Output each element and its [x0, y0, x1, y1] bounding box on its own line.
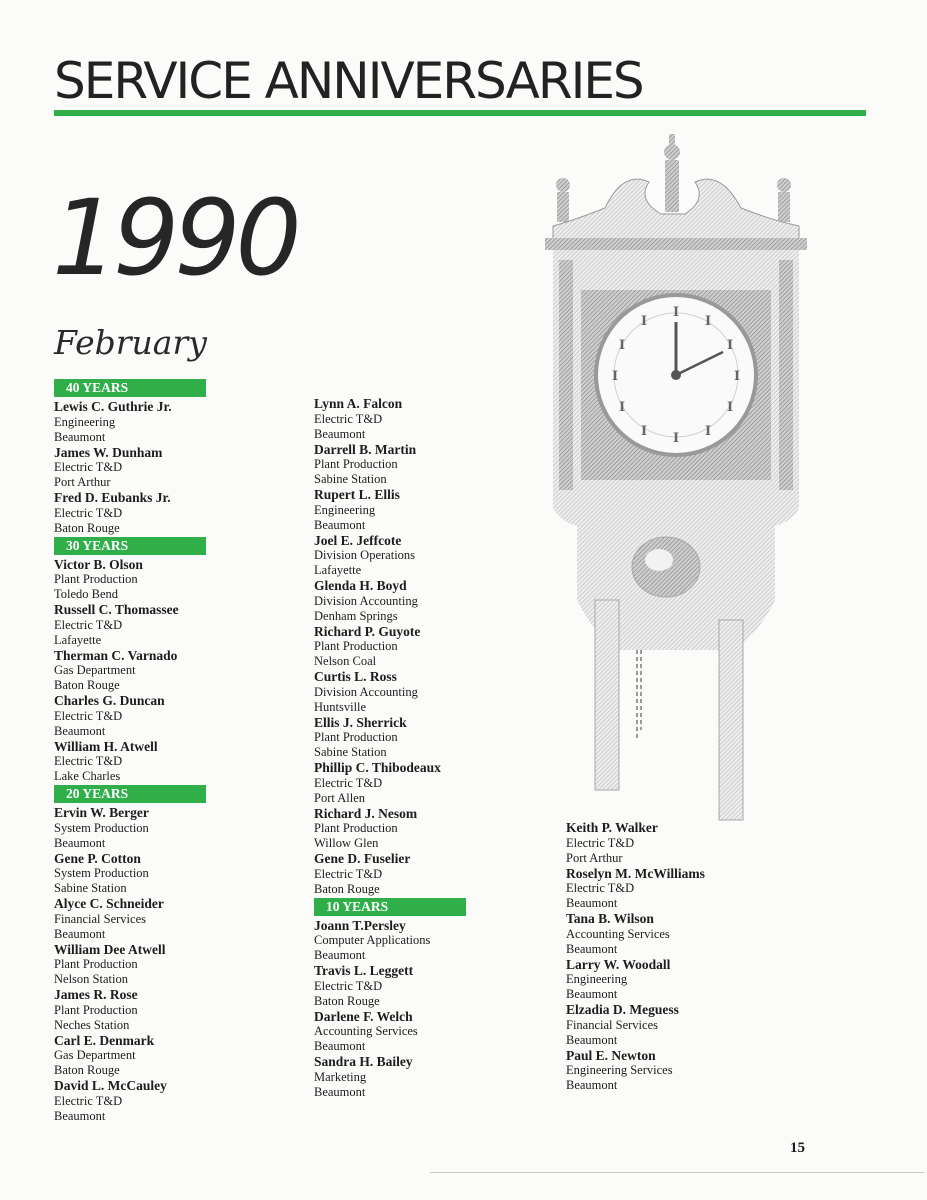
employee-location: Port Arthur — [54, 475, 111, 489]
employee-department: Electric T&D — [566, 835, 635, 850]
employee-department: Plant Production — [314, 821, 398, 835]
employee-location: Baton Rouge — [314, 881, 380, 896]
anniversary-entry — [54, 648, 294, 694]
svg-text:I: I — [726, 338, 734, 353]
svg-text:I: I — [672, 305, 680, 320]
employee-department: Gas Department — [54, 663, 136, 677]
employee-location: Beaumont — [566, 987, 618, 1001]
employee-name: Paul E. Newton — [566, 1047, 656, 1063]
employee-location: Beaumont — [54, 723, 106, 738]
anniversary-entry — [54, 557, 294, 603]
employee-department: Plant Production — [54, 572, 138, 586]
employee-location: Sabine Station — [54, 881, 127, 895]
employee-department: Plant Production — [314, 639, 398, 653]
employee-name: Gene P. Cotton — [54, 850, 141, 866]
headline-rule — [54, 110, 866, 116]
employee-department: Electric T&D — [314, 775, 383, 790]
employee-department: Electric T&D — [54, 617, 123, 632]
anniversary-entry — [54, 896, 294, 942]
band-20-years: 20 YEARS — [54, 785, 206, 803]
anniversary-entry — [54, 490, 294, 536]
employee-location: Baton Rouge — [314, 993, 380, 1008]
list-10-years-col2 — [314, 918, 554, 1100]
employee-name: Keith P. Walker — [566, 820, 658, 835]
employee-department: Engineering — [566, 972, 628, 986]
employee-location: Baton Rouge — [54, 1063, 120, 1077]
month-heading: February — [54, 323, 207, 362]
employee-department: Plant Production — [314, 457, 398, 471]
anniversary-entry — [314, 396, 554, 442]
employee-name: Gene D. Fuselier — [314, 851, 411, 866]
employee-name: Therman C. Varnado — [54, 647, 178, 663]
employee-location: Lake Charles — [54, 769, 121, 783]
employee-location: Nelson Station — [54, 972, 128, 986]
employee-location: Port Arthur — [566, 850, 623, 865]
employee-location: Denham Springs — [314, 608, 398, 623]
employee-department: Engineering — [54, 414, 116, 429]
employee-name: Charles G. Duncan — [54, 693, 165, 708]
employee-location: Sabine Station — [314, 745, 387, 759]
anniversary-entry — [314, 918, 554, 964]
anniversary-entry — [566, 1002, 806, 1048]
employee-name: Victor B. Olson — [54, 556, 143, 572]
employee-department: Electric T&D — [54, 460, 123, 474]
anniversary-entry — [314, 624, 554, 670]
svg-text:I: I — [726, 400, 734, 415]
anniversary-entry — [54, 987, 294, 1033]
employee-location: Beaumont — [54, 429, 106, 444]
employee-name: Rupert L. Ellis — [314, 487, 400, 502]
employee-location: Beaumont — [54, 926, 106, 941]
list-40-years — [54, 399, 294, 536]
anniversary-entry — [314, 715, 554, 761]
svg-text:I: I — [672, 431, 680, 446]
employee-department: Gas Department — [54, 1048, 136, 1062]
list-20-years-col2 — [314, 396, 554, 897]
employee-name: Larry W. Woodall — [566, 956, 671, 972]
employee-name: Phillip C. Thibodeaux — [314, 760, 441, 775]
employee-location: Sabine Station — [314, 472, 387, 486]
svg-text:I: I — [640, 424, 648, 439]
employee-department: Electric T&D — [314, 411, 383, 426]
employee-name: Joel E. Jeffcote — [314, 532, 402, 548]
anniversary-entry — [566, 911, 806, 957]
employee-department: Financial Services — [54, 911, 146, 926]
employee-department: Division Accounting — [314, 593, 418, 608]
employee-location: Baton Rouge — [54, 678, 120, 692]
employee-name: Richard J. Nesom — [314, 805, 418, 821]
employee-location: Beaumont — [314, 426, 366, 441]
column-2 — [314, 396, 554, 1100]
employee-department: Electric T&D — [566, 881, 635, 895]
employee-location: Port Allen — [314, 790, 366, 805]
employee-name: Curtis L. Ross — [314, 669, 397, 684]
employee-department: Division Accounting — [314, 684, 418, 699]
employee-location: Beaumont — [314, 517, 366, 532]
employee-name: Joann T.Persley — [314, 917, 406, 933]
anniversary-entry — [314, 533, 554, 579]
employee-name: William H. Atwell — [54, 738, 158, 754]
employee-location: Willow Glen — [314, 836, 379, 850]
employee-name: James R. Rose — [54, 987, 138, 1002]
list-20-years-col1 — [54, 805, 294, 1124]
employee-department: Electric T&D — [54, 505, 123, 520]
employee-location: Baton Rouge — [54, 520, 120, 535]
page-number: 15 — [790, 1140, 805, 1156]
employee-name: Darrell B. Martin — [314, 441, 417, 457]
employee-location: Beaumont — [54, 1108, 106, 1123]
svg-text:I: I — [611, 369, 619, 384]
employee-department: Engineering Services — [566, 1063, 673, 1077]
employee-name: Roselyn M. McWilliams — [566, 865, 705, 881]
employee-department: Engineering — [314, 502, 376, 517]
footer-rule — [430, 1172, 924, 1173]
anniversary-entry — [314, 851, 554, 897]
anniversary-entry — [314, 806, 554, 852]
employee-name: Ellis J. Sherrick — [314, 714, 407, 730]
employee-location: Beaumont — [566, 941, 618, 956]
anniversary-entry — [314, 963, 554, 1009]
svg-text:I: I — [704, 314, 712, 329]
employee-name: Lewis C. Guthrie Jr. — [54, 399, 172, 414]
anniversary-entry — [54, 1033, 294, 1079]
anniversary-entry — [314, 669, 554, 715]
employee-name: Fred D. Eubanks Jr. — [54, 490, 171, 505]
anniversary-entry — [54, 942, 294, 988]
anniversary-entry — [566, 1048, 806, 1094]
employee-location: Nelson Coal — [314, 654, 377, 668]
svg-text:I: I — [640, 314, 648, 329]
employee-location: Beaumont — [314, 1084, 366, 1099]
employee-location: Lafayette — [54, 632, 102, 647]
employee-location: Huntsville — [314, 699, 367, 714]
year-heading: 1990 — [52, 177, 297, 299]
employee-department: Marketing — [314, 1069, 367, 1084]
employee-name: Glenda H. Boyd — [314, 578, 407, 593]
employee-location: Toledo Bend — [54, 587, 119, 601]
anniversary-entry — [54, 739, 294, 785]
anniversary-entry — [314, 760, 554, 806]
employee-department: System Production — [54, 866, 149, 880]
band-30-years: 30 YEARS — [54, 537, 206, 555]
anniversary-entry — [566, 866, 806, 912]
employee-department: Division Operations — [314, 548, 416, 562]
svg-text:I: I — [618, 338, 626, 353]
anniversary-entry — [54, 693, 294, 739]
employee-location: Beaumont — [566, 1032, 618, 1047]
employee-location: Beaumont — [566, 896, 618, 910]
list-30-years — [54, 557, 294, 785]
employee-name: Darlene F. Welch — [314, 1008, 413, 1024]
employee-location: Beaumont — [54, 835, 106, 850]
employee-department: System Production — [54, 820, 149, 835]
employee-location: Lafayette — [314, 563, 362, 577]
band-40-years: 40 YEARS — [54, 379, 206, 397]
employee-name: William Dee Atwell — [54, 941, 166, 957]
employee-department: Electric T&D — [314, 978, 383, 993]
anniversary-entry — [314, 442, 554, 488]
employee-department: Plant Production — [314, 730, 398, 744]
employee-name: Sandra H. Bailey — [314, 1054, 413, 1069]
column-3 — [566, 820, 806, 1093]
employee-name: James W. Dunham — [54, 444, 163, 460]
anniversary-entry — [54, 445, 294, 491]
employee-name: Lynn A. Falcon — [314, 396, 403, 411]
page-headline: SERVICE ANNIVERSARIES — [54, 52, 643, 110]
employee-department: Accounting Services — [314, 1024, 418, 1038]
anniversary-entry — [314, 1009, 554, 1055]
anniversary-entry — [54, 399, 294, 445]
pendulum-clock-illustration — [545, 130, 807, 830]
svg-text:I: I — [618, 400, 626, 415]
employee-location: Beaumont — [566, 1078, 618, 1092]
anniversary-entry — [314, 487, 554, 533]
anniversary-entry — [566, 957, 806, 1003]
employee-location: Beaumont — [314, 1039, 366, 1053]
employee-department: Plant Production — [54, 957, 138, 971]
employee-name: Carl E. Denmark — [54, 1032, 155, 1048]
employee-department: Electric T&D — [314, 866, 383, 881]
employee-name: Travis L. Leggett — [314, 963, 414, 978]
employee-department: Financial Services — [566, 1017, 658, 1032]
employee-name: Tana B. Wilson — [566, 911, 654, 926]
employee-name: Richard P. Guyote — [314, 623, 421, 639]
employee-name: David L. McCauley — [54, 1078, 167, 1093]
anniversary-entry — [54, 602, 294, 648]
employee-department: Plant Production — [54, 1002, 138, 1017]
svg-text:I: I — [733, 369, 741, 384]
band-10-years: 10 YEARS — [314, 898, 466, 916]
employee-name: Ervin W. Berger — [54, 805, 149, 820]
employee-location: Neches Station — [54, 1017, 130, 1032]
employee-department: Computer Applications — [314, 933, 431, 947]
employee-department: Electric T&D — [54, 754, 123, 768]
column-1 — [54, 378, 294, 1124]
employee-department: Accounting Services — [566, 926, 670, 941]
employee-location: Beaumont — [314, 948, 366, 962]
svg-text:I: I — [704, 424, 712, 439]
employee-department: Electric T&D — [54, 1093, 123, 1108]
anniversary-entry — [54, 805, 294, 851]
employee-name: Russell C. Thomassee — [54, 602, 179, 617]
list-10-years-col3 — [566, 820, 806, 1093]
anniversary-entry — [54, 851, 294, 897]
anniversary-entry — [314, 578, 554, 624]
employee-name: Alyce C. Schneider — [54, 896, 164, 911]
anniversary-entry — [314, 1054, 554, 1100]
employee-name: Elzadia D. Meguess — [566, 1002, 679, 1017]
employee-department: Electric T&D — [54, 708, 123, 723]
anniversary-entry — [54, 1078, 294, 1124]
